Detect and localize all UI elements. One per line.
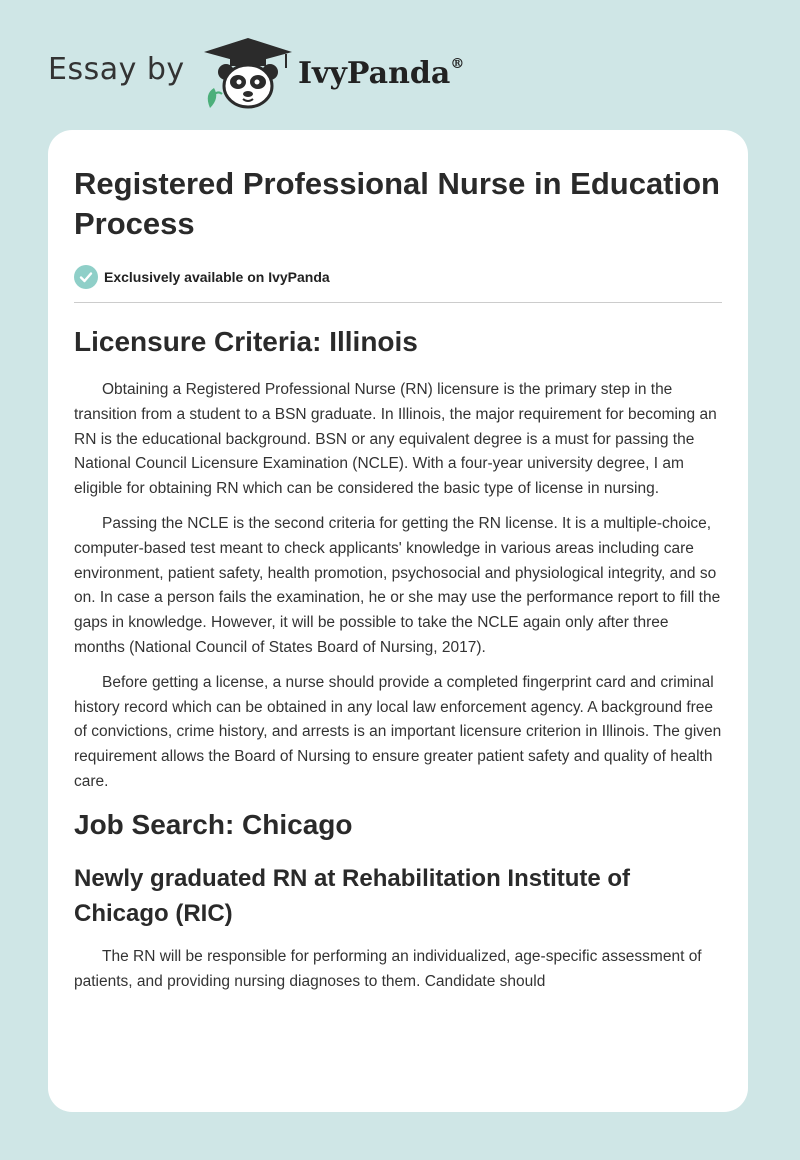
site-header: [48, 34, 568, 114]
subheading-ric: Newly graduated RN at Rehabilitation Institute of Chicago (RIC): [74, 864, 631, 927]
panda-logo-icon[interactable]: [200, 34, 296, 110]
brand-name[interactable]: IvyPanda®: [298, 56, 465, 91]
check-circle-icon: [74, 265, 98, 289]
section-heading-job-search: Job Search: Chicago: [74, 808, 353, 840]
essay-by-label: Essay by: [48, 52, 185, 87]
exclusive-badge-text: Exclusively available on IvyPanda: [104, 269, 330, 285]
section-heading-licensure: Licensure Criteria: Illinois: [74, 326, 418, 357]
paragraph: Before getting a license, a nurse should provide a completed fingerprint card and criminal history record which can be obtained in any local law enforcement agency. A background free of convictions, crime history, and arrests is an important licensure criterion in Illinois. The given requirement allows the Board of Nursing to ensure greater patient safety and quality of health care.: [74, 673, 722, 790]
essay-card: [48, 130, 748, 1112]
essay-title: Registered Professional Nurse in Education Process: [74, 166, 720, 241]
paragraph: Obtaining a Registered Professional Nurse (RN) licensure is the primary step in the transition from a student to a BSN graduate. In Illinois, the major requirement for becoming an RN is the educational background. BSN or any equivalent degree is a must for passing the National Council Licensure Examination (NCLE). With a four-year university degree, I am eligible for obtaining RN which can be considered the basic type of license in nursing.: [74, 381, 717, 498]
paragraph: The RN will be responsible for performing an individualized, age-specific assessment of patients, and providing nursing diagnoses to them. Candidate should: [74, 947, 702, 990]
title-divider: [74, 302, 722, 303]
exclusive-badge: [74, 264, 330, 290]
essay-body: [74, 322, 722, 1004]
paragraph: Passing the NCLE is the second criteria for getting the RN license. It is a multiple-choice, computer-based test meant to check applicants' knowledge in various areas including care environment, patient safety, health promotion, psychosocial and physiological integrity, and so on. In case a person fails the examination, he or she may use the performance report to fill the gaps in knowledge. However, it will be possible to take the NCLE again only after three months (National Council of States Board of Nursing, 2017).: [74, 514, 721, 656]
